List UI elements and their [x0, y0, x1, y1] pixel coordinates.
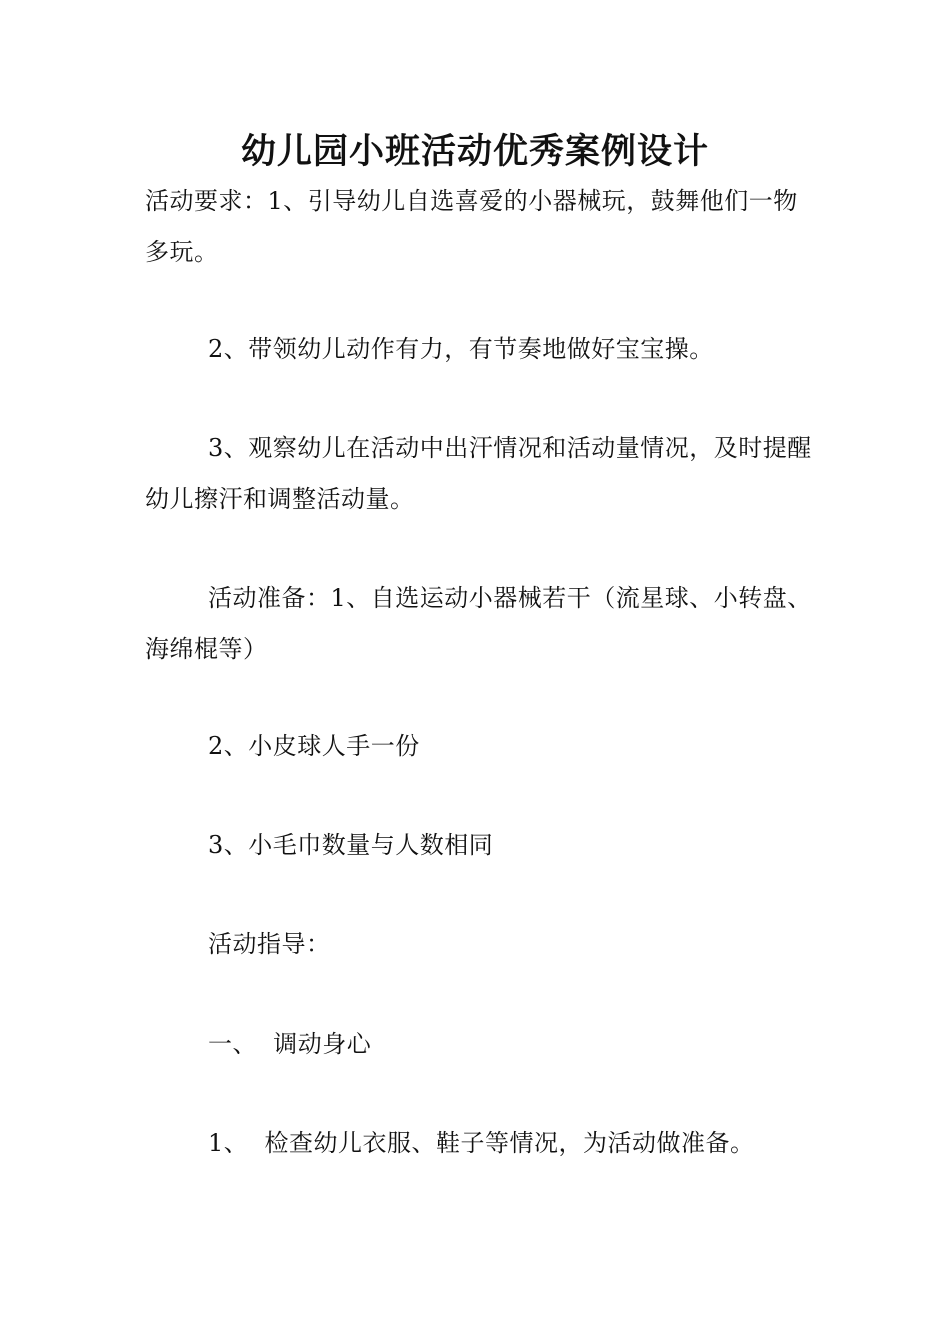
paragraph-preparation-1: 活动准备：1、自选运动小器械若干（流星球、小转盘、海绵棍等） — [145, 584, 812, 663]
paragraph-section-1-heading: 一、 调动身心 — [208, 1030, 372, 1058]
paragraph-requirements-1: 活动要求：1、引导幼儿自选喜爱的小器械玩，鼓舞他们一物多玩。 — [145, 187, 798, 266]
paragraph-guidance-heading: 活动指导： — [208, 930, 331, 958]
paragraph-preparation-3: 3、小毛巾数量与人数相同 — [208, 831, 494, 859]
paragraph-preparation-2: 2、小皮球人手一份 — [208, 732, 420, 760]
paragraph-step-1: 1、 检查幼儿衣服、鞋子等情况，为活动做准备。 — [208, 1129, 755, 1157]
paragraph-requirements-2: 2、带领幼儿动作有力，有节奏地做好宝宝操。 — [208, 335, 714, 363]
document-title: 幼儿园小班活动优秀案例设计 — [240, 132, 709, 172]
paragraph-requirements-3: 3、观察幼儿在活动中出汗情况和活动量情况，及时提醒幼儿擦汗和调整活动量。 — [145, 434, 812, 513]
